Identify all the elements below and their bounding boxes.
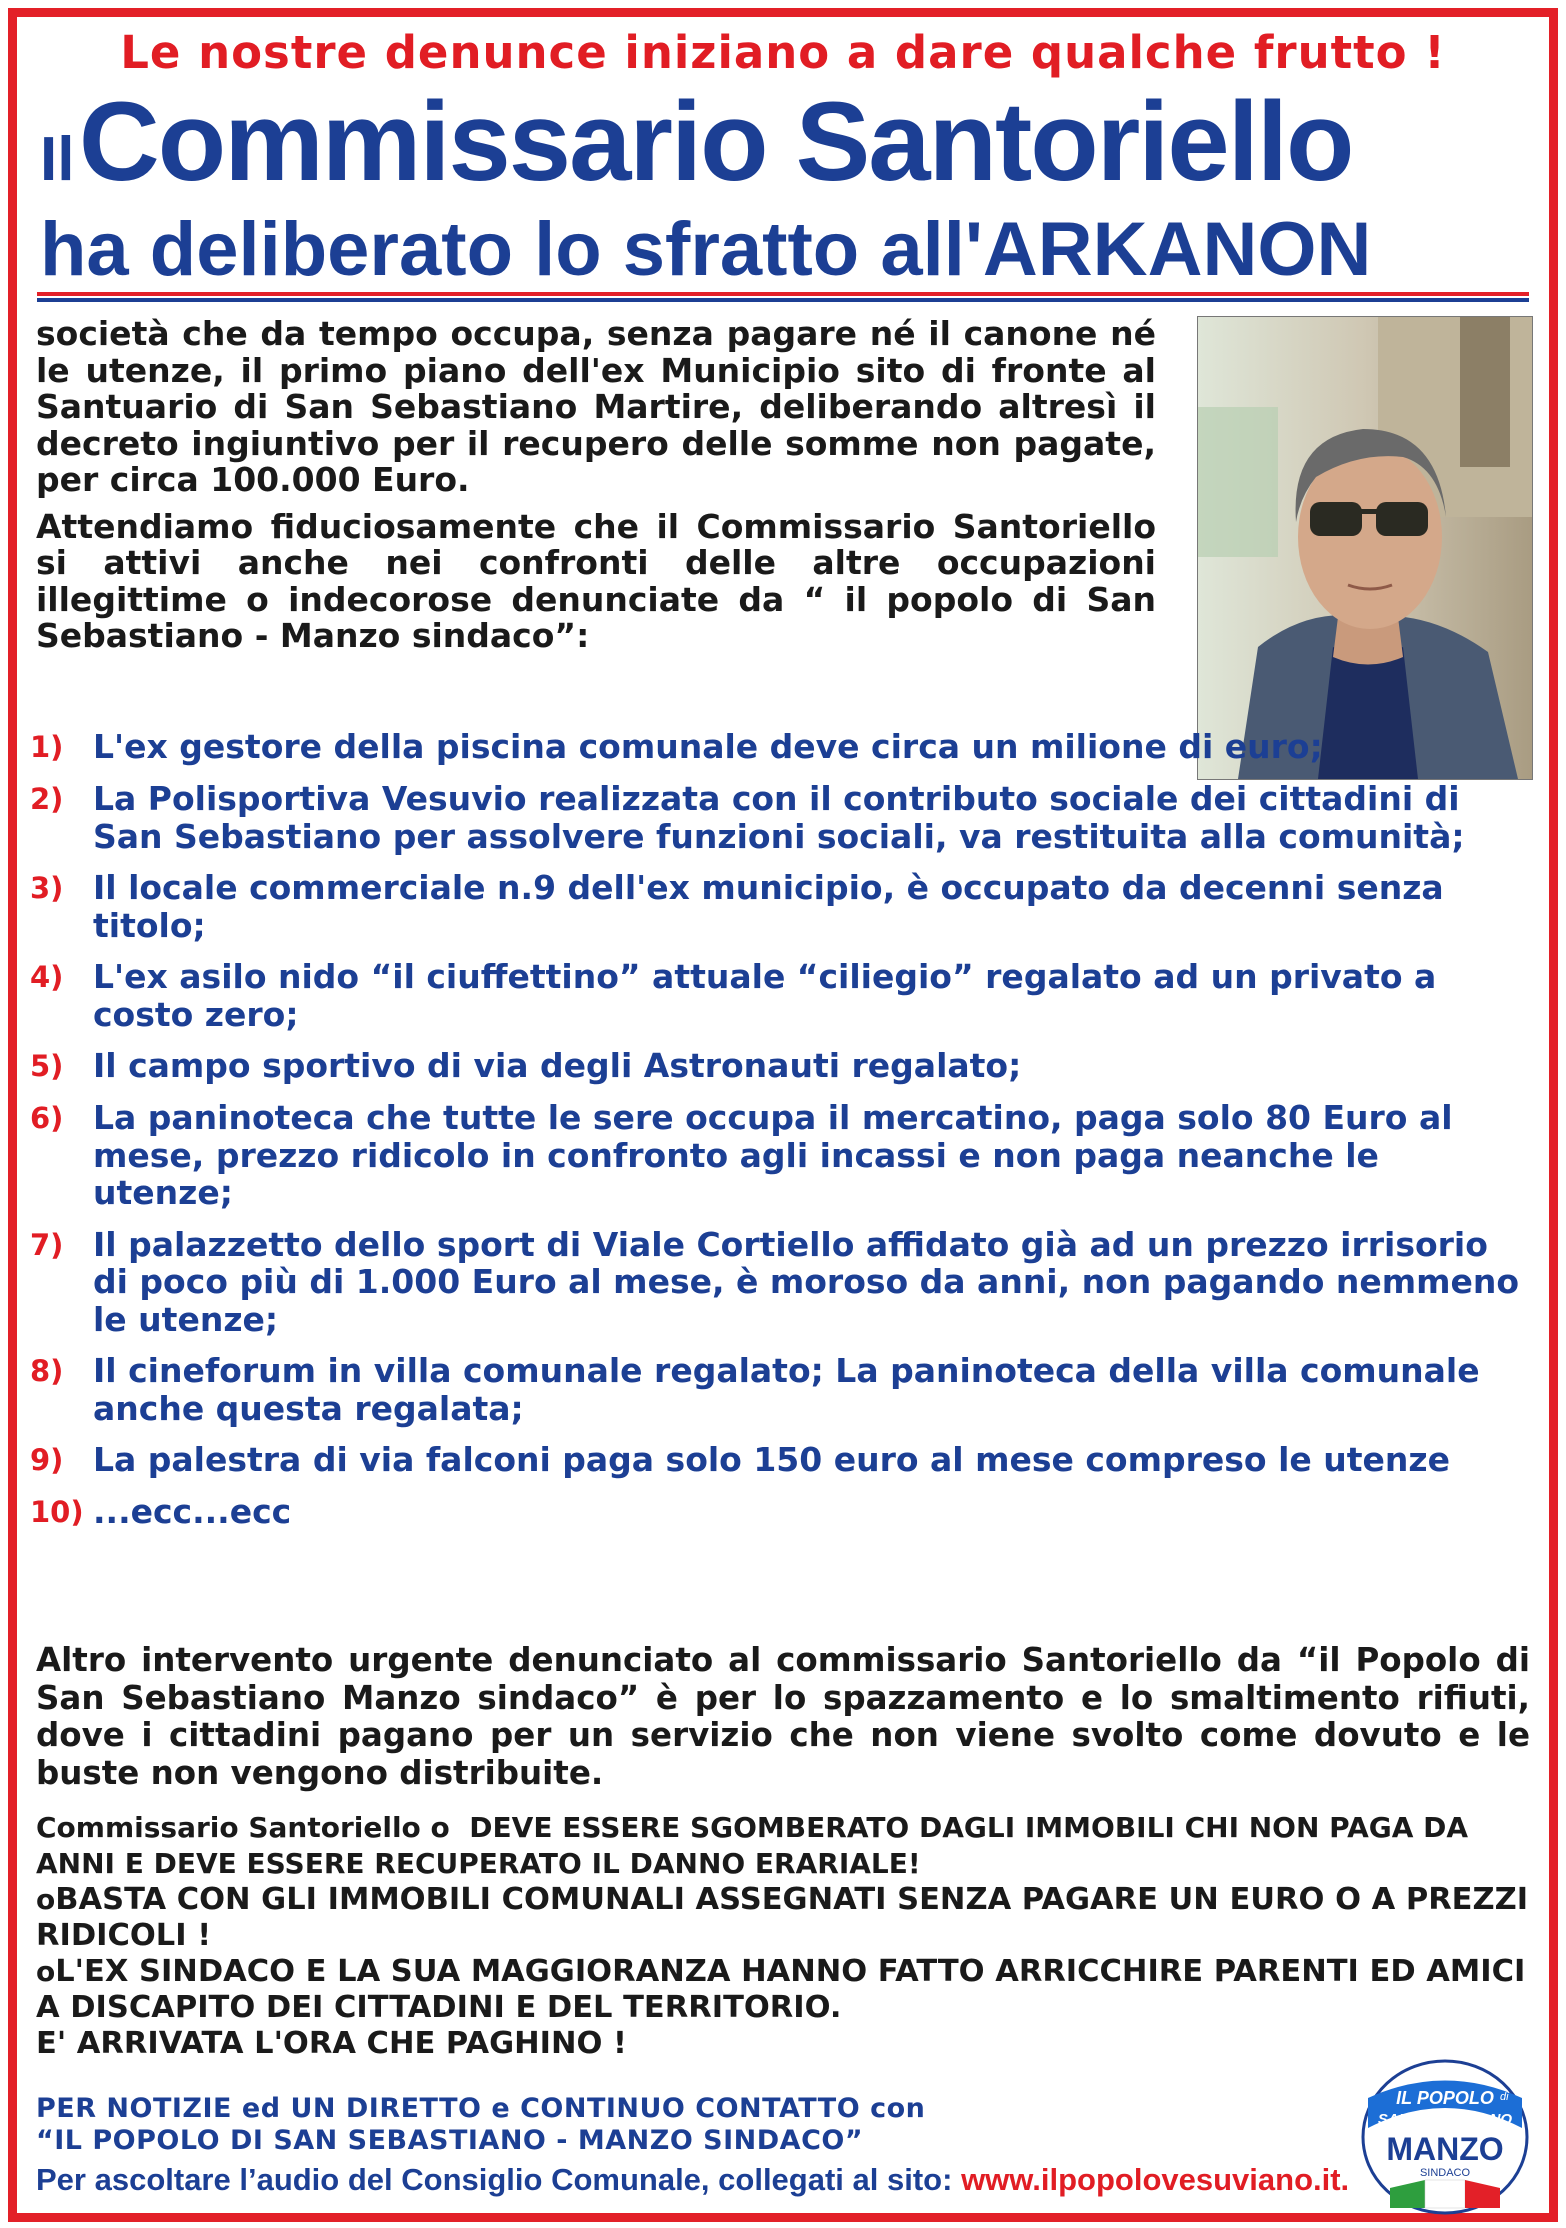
list-item: 4) L'ex asilo nido “il ciuffettino” attuale “ciliegio” regalato ad un privato a costo zero; bbox=[30, 957, 1437, 1034]
logo-role: SINDACO bbox=[1419, 2167, 1471, 2179]
party-logo bbox=[1360, 2058, 1530, 2216]
headline-prefix: Il bbox=[40, 125, 75, 194]
headline-title bbox=[40, 79, 1540, 204]
list-item: 2) La Polisportiva Vesuvio realizzata con il contributo sociale dei cittadini di San Sebastiano per assolvere funzioni sociali, va restituita alla comunità; bbox=[30, 779, 1465, 856]
demands-lead: Commissario Santoriello bbox=[36, 1811, 421, 1844]
demand-item-2: BASTA CON GLI IMMOBILI COMUNALI ASSEGNATI SENZA PAGARE UN EURO O A PREZZI RIDICOLI ! bbox=[36, 1882, 1529, 1953]
list-item: 7) Il palazzetto dello sport di Viale Cortiello affidato già ad un prezzo irrisorio di poco più di 1.000 Euro al mese, è moroso da anni, non pagando nemmeno le utenze; bbox=[30, 1224, 1520, 1339]
intro-paragraph-2: Attendiamo fiduciosamente che il Commissario Santoriello si attivi anche nei confronti delle altre occupazioni illegittime o indecorose denunciate da “ il popolo di San Sebastiano - Manzo sindaco”: bbox=[36, 506, 1156, 655]
headline-subtitle: ha deliberato lo sfratto all'ARKANON bbox=[40, 207, 1372, 292]
demand-line-3 bbox=[36, 1954, 1530, 2026]
logo-di: di bbox=[1500, 2091, 1509, 2103]
audio-text: Per ascoltare l’audio del Consiglio Comunale, collegati al sito: bbox=[36, 2162, 953, 2197]
list-item: 9) La palestra di via falconi paga solo 150 euro al mese compreso le utenze bbox=[30, 1440, 1450, 1479]
logo-line1: IL POPOLO bbox=[1396, 2088, 1494, 2108]
demands-block bbox=[36, 1810, 1530, 2062]
audio-line bbox=[36, 2162, 1396, 2198]
bullet-icon: o bbox=[36, 1955, 56, 1988]
headline-main: Commissario Santoriello bbox=[78, 79, 1353, 204]
list-item: 10) ...ecc...ecc bbox=[30, 1492, 292, 1531]
demand-item-3: L'EX SINDACO E LA SUA MAGGIORANZA HANNO FATTO ARRICCHIRE PARENTI ED AMICI A DISCAPITO DEI CITTADINI E DEL TERRITORIO. bbox=[36, 1954, 1526, 2025]
portrait-photo bbox=[1197, 316, 1533, 780]
complaints-list bbox=[30, 728, 1530, 1545]
contact-line-2: “IL POPOLO DI SAN SEBASTIANO - MANZO SINDACO” bbox=[36, 2125, 864, 2156]
demand-item-1: DEVE ESSERE SGOMBERATO DAGLI IMMOBILI CHI NON PAGA DA ANNI E DEVE ESSERE RECUPERATO IL DANNO ERARIALE! bbox=[36, 1811, 1469, 1880]
logo-line2: SAN SEBASTIANO bbox=[1377, 2111, 1513, 2128]
demand-line-1 bbox=[36, 1810, 1530, 1882]
contact-block bbox=[36, 2093, 1396, 2157]
tagline: Le nostre denunce iniziano a dare qualche frutto ! bbox=[120, 26, 1446, 79]
website-link[interactable]: www.ilpopolovesuviano.it. bbox=[961, 2162, 1350, 2197]
list-item: 6) La paninoteca che tutte le sere occupa il mercatino, paga solo 80 Euro al mese, prezzo ridicolo in confronto agli incassi e non paga neanche le utenze; bbox=[30, 1098, 1453, 1212]
intro-text bbox=[36, 316, 1156, 655]
contact-line-1: PER NOTIZIE ed UN DIRETTO e CONTINUO CONTATTO con bbox=[36, 2093, 926, 2124]
bullet-icon: o bbox=[430, 1811, 450, 1844]
demand-line-2 bbox=[36, 1882, 1530, 1954]
list-item: 3) Il locale commerciale n.9 dell'ex municipio, è occupato da decenni senza titolo; bbox=[30, 868, 1444, 945]
intro-paragraph-1: società che da tempo occupa, senza pagare né il canone né le utenze, il primo piano dell'ex Municipio sito di fronte al Santuario di San Sebastiano Martire, deliberando altresì il decreto ingiuntivo per il recupero delle somme non pagate, per circa 100.000 Euro. bbox=[36, 314, 1156, 499]
logo-name: MANZO bbox=[1386, 2131, 1504, 2167]
list-item: 1) L'ex gestore della piscina comunale deve circa un milione di euro; bbox=[30, 727, 1323, 766]
bullet-icon: o bbox=[36, 1883, 56, 1916]
demand-final: E' ARRIVATA L'ORA CHE PAGHINO ! bbox=[36, 2026, 627, 2061]
closing-paragraph: Altro intervento urgente denunciato al commissario Santoriello da “il Popolo di San Sebastiano Manzo sindaco” è per lo spazzamento e lo smaltimento rifiuti, dove i cittadini pagano per un servizio che non viene svolto come dovuto e le buste non vengono distribuite. bbox=[36, 1641, 1530, 1792]
divider-red bbox=[37, 292, 1529, 296]
list-item: 5) Il campo sportivo di via degli Astronauti regalato; bbox=[30, 1046, 1022, 1085]
divider-blue bbox=[37, 298, 1529, 302]
list-item: 8) Il cineforum in villa comunale regalato; La paninoteca della villa comunale anche questa regalata; bbox=[30, 1351, 1480, 1428]
